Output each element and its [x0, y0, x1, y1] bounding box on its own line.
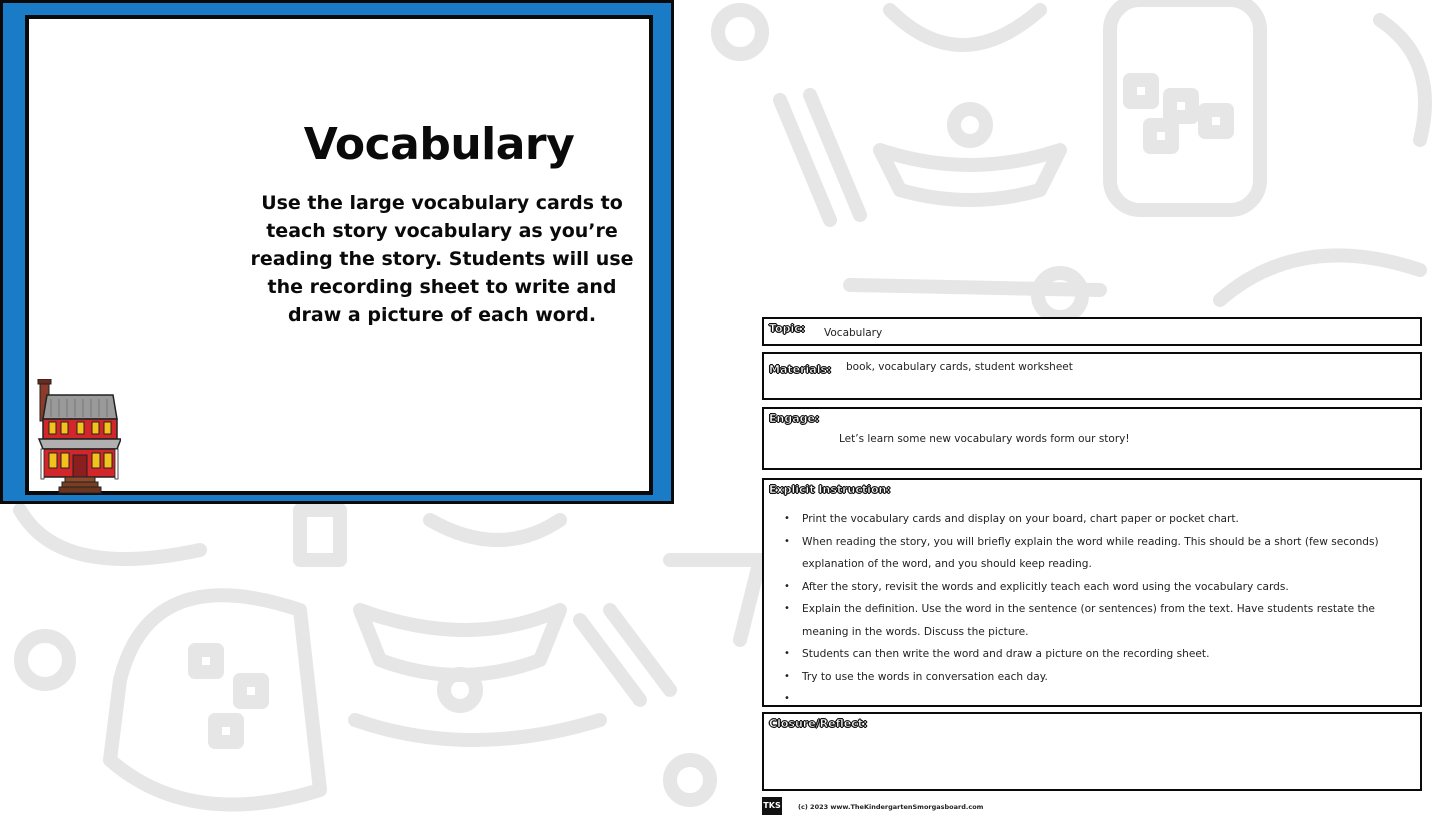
bullet-icon: •	[784, 670, 790, 682]
list-item: • After the story, revisit the words and explicitly teach each word using the vocabulary cards.	[780, 576, 1400, 599]
explicit-instruction-box	[762, 478, 1422, 707]
list-item	[780, 688, 1400, 710]
explicit-instruction-label: Explicit Instruction:	[769, 483, 891, 496]
topic-value: Vocabulary	[824, 327, 883, 339]
list-item: • When reading the story, you will briefly explain the word while reading. This should be a short (few seconds) explanation of the word, and you should keep reading.	[780, 531, 1400, 576]
instruction-list	[780, 508, 1400, 710]
list-item: • Try to use the words in conversation each day.	[780, 666, 1400, 689]
materials-value: book, vocabulary cards, student worksheet	[846, 361, 1073, 373]
copyright-text: (c) 2023 www.TheKindergartenSmorgasboard.com	[798, 803, 984, 811]
closure-reflect-box	[762, 712, 1422, 791]
materials-box	[762, 352, 1422, 400]
slide-card	[25, 15, 653, 495]
bullet-icon: •	[784, 535, 790, 547]
tks-logo: TKS	[762, 797, 782, 815]
topic-box	[762, 317, 1422, 346]
materials-label: Materials:	[769, 363, 832, 376]
bullet-icon: •	[784, 580, 790, 592]
list-item: • Explain the definition. Use the word in the sentence (or sentences) from the text. Have students restate the meaning in the words. Discuss the picture.	[780, 598, 1400, 643]
bullet-icon: •	[784, 603, 790, 614]
engage-value: Let’s learn some new vocabulary words form our story!	[839, 433, 1130, 445]
slide-title: Vocabulary	[303, 119, 575, 170]
topic-label: Topic:	[769, 322, 806, 335]
bullet-icon: •	[784, 648, 790, 659]
engage-label: Engage:	[769, 412, 820, 425]
slide-body-text: Use the large vocabulary cards to teach story vocabulary as you’re reading the story. Students will use the recording sheet to write and draw a picture of each word.	[250, 192, 634, 326]
engage-box	[762, 407, 1422, 470]
closure-reflect-label: Closure/Reflect:	[769, 717, 868, 730]
list-item: • Print the vocabulary cards and display on your board, chart paper or pocket chart.	[780, 508, 1400, 531]
bullet-icon: •	[784, 693, 790, 704]
bullet-icon: •	[784, 513, 790, 524]
house-illustration	[37, 379, 121, 495]
vocabulary-slide	[0, 0, 674, 504]
list-item: • Students can then write the word and draw a picture on the recording sheet.	[780, 643, 1400, 666]
